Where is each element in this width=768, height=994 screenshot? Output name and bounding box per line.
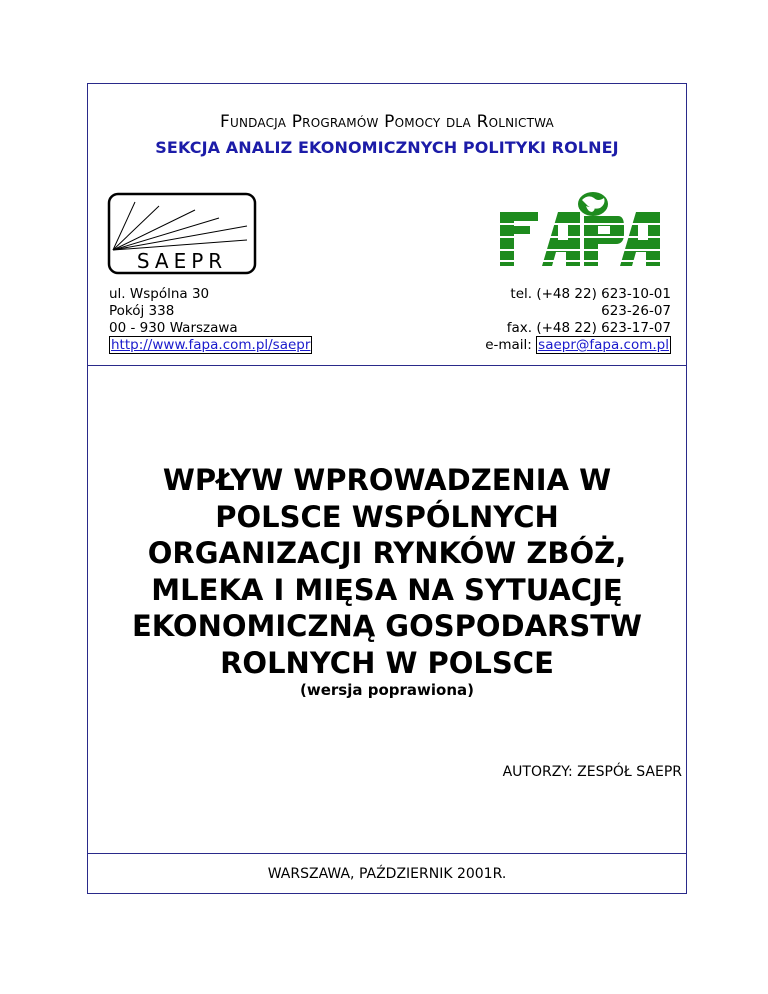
website-link[interactable]: http://www.fapa.com.pl/saepr bbox=[111, 337, 311, 353]
fapa-logo bbox=[496, 190, 664, 270]
title-line: MLEKA I MIĘSA NA SYTUACJĘ bbox=[151, 572, 623, 607]
saepr-logo-text: SAEPR bbox=[136, 249, 228, 273]
title-line: ROLNYCH W POLSCE bbox=[220, 645, 554, 680]
title-line: ORGANIZACJI RYNKÓW ZBÓŻ, bbox=[147, 536, 627, 570]
street-address: ul. Wspólna 30 bbox=[109, 286, 210, 302]
place-date: WARSZAWA, PAŹDZIERNIK 2001R. bbox=[267, 866, 507, 882]
phone-1: tel. (+48 22) 623-10-01 bbox=[510, 286, 671, 302]
divider-bottom bbox=[88, 853, 686, 854]
document-title bbox=[95, 462, 679, 681]
title-line: POLSCE WSPÓLNYCH bbox=[215, 499, 559, 534]
room-number: Pokój 338 bbox=[109, 303, 175, 319]
title-line: EKONOMICZNĄ GOSPODARSTW bbox=[131, 609, 643, 643]
document-subtitle: (wersja poprawiona) bbox=[300, 681, 474, 699]
contact-right bbox=[485, 286, 671, 354]
saepr-logo bbox=[107, 192, 257, 275]
authors: AUTORZY: ZESPÓŁ SAEPR bbox=[502, 764, 682, 780]
divider-top bbox=[88, 365, 686, 366]
email-link[interactable]: saepr@fapa.com.pl bbox=[538, 337, 669, 353]
section-name: SEKCJA ANALIZ EKONOMICZNYCH POLITYKI ROLNEJ bbox=[155, 138, 619, 157]
email-label: e-mail: bbox=[485, 337, 537, 353]
fax-number: fax. (+48 22) 623-17-07 bbox=[506, 320, 671, 336]
postal-city: 00 - 930 Warszawa bbox=[109, 320, 238, 336]
contact-left bbox=[109, 286, 312, 354]
title-line: WPŁYW WPROWADZENIA W bbox=[162, 463, 612, 497]
phone-2: 623-26-07 bbox=[601, 303, 671, 319]
foundation-name: Fundacja Programów Pomocy dla Rolnictwa bbox=[220, 112, 554, 132]
